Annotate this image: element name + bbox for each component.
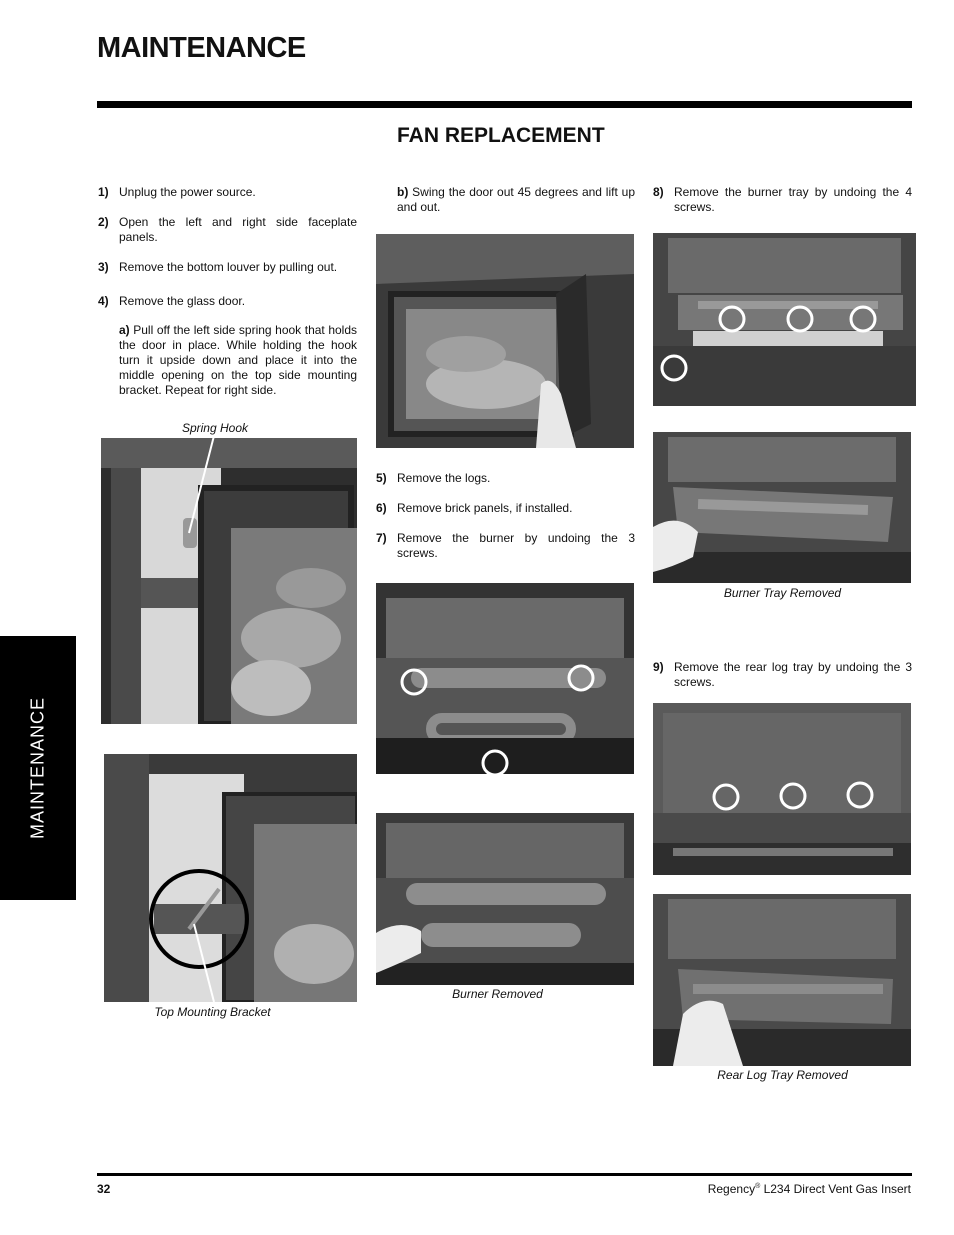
step-number: 7) — [376, 531, 387, 545]
step-number: 8) — [653, 185, 664, 199]
step-number: 4) — [98, 294, 109, 308]
substep-label: b) — [397, 185, 409, 199]
photo-top-mounting-bracket — [104, 754, 357, 1002]
footer-product — [708, 1182, 911, 1196]
step-number: 5) — [376, 471, 387, 485]
step-9 — [653, 660, 912, 690]
step-text: Remove the logs. — [397, 471, 491, 485]
footer-rule — [97, 1173, 912, 1176]
step-text: Remove brick panels, if installed. — [397, 501, 573, 515]
photo-rear-log-tray-screws — [653, 703, 911, 875]
step-8 — [653, 185, 912, 215]
step-number: 9) — [653, 660, 664, 674]
photo-burner-tray-screws — [653, 233, 916, 406]
step-text: Remove the burner tray by undoing the 4 screws. — [674, 185, 912, 214]
photo-spring-hook — [101, 438, 357, 724]
step-number: 3) — [98, 260, 109, 274]
step-text: Remove the rear log tray by undoing the 3 screws. — [674, 660, 912, 689]
step-text: Open the left and right side faceplate panels. — [119, 215, 357, 244]
photo-burner-removed — [376, 813, 634, 985]
caption-burner-removed: Burner Removed — [452, 987, 543, 1001]
substep-label: a) — [119, 323, 130, 337]
step-number: 1) — [98, 185, 109, 199]
caption-spring-hook: Spring Hook — [181, 421, 249, 435]
substep-a — [119, 323, 357, 398]
side-tab — [0, 636, 76, 900]
photo-burner-screws — [376, 583, 634, 774]
step-text: Remove the glass door. — [119, 294, 246, 308]
step-number: 6) — [376, 501, 387, 515]
step-7 — [376, 531, 635, 561]
side-tab-label: MAINTENANCE — [27, 696, 48, 840]
page-number: 32 — [97, 1182, 111, 1196]
step-text: Remove the burner by undoing the 3 screws. — [397, 531, 635, 560]
step-1 — [98, 185, 357, 200]
footer-brand: Regency — [707, 1182, 756, 1196]
step-4 — [98, 294, 357, 309]
step-text: Remove the bottom louver by pulling out. — [119, 260, 338, 274]
registered-mark: ® — [755, 1183, 761, 1190]
step-text: Unplug the power source. — [119, 185, 256, 199]
substep-text: Swing the door out 45 degrees and lift up and out. — [397, 185, 635, 214]
footer-product-name: L234 Direct Vent Gas Insert — [760, 1182, 911, 1196]
header-rule — [97, 101, 912, 108]
caption-top-mounting-bracket: Top Mounting Bracket — [154, 1005, 271, 1019]
caption-burner-tray-removed: Burner Tray Removed — [723, 586, 842, 600]
substep-b — [397, 185, 635, 215]
step-5 — [376, 471, 635, 486]
photo-door-swing — [376, 234, 634, 448]
step-3 — [98, 260, 357, 275]
step-6 — [376, 501, 635, 516]
step-number: 2) — [98, 215, 109, 229]
page-title: MAINTENANCE — [97, 32, 306, 64]
photo-burner-tray-removed — [653, 432, 911, 583]
substep-text: Pull off the left side spring hook that holds the door in place. While holding the hook turn it upside down and place it into the middle opening on the top side mounting bracket. Repeat for right side. — [119, 323, 358, 397]
section-title: FAN REPLACEMENT — [397, 124, 605, 147]
photo-rear-log-tray-removed — [653, 894, 911, 1066]
caption-rear-log-tray-removed: Rear Log Tray Removed — [717, 1068, 848, 1082]
step-2 — [98, 215, 357, 245]
